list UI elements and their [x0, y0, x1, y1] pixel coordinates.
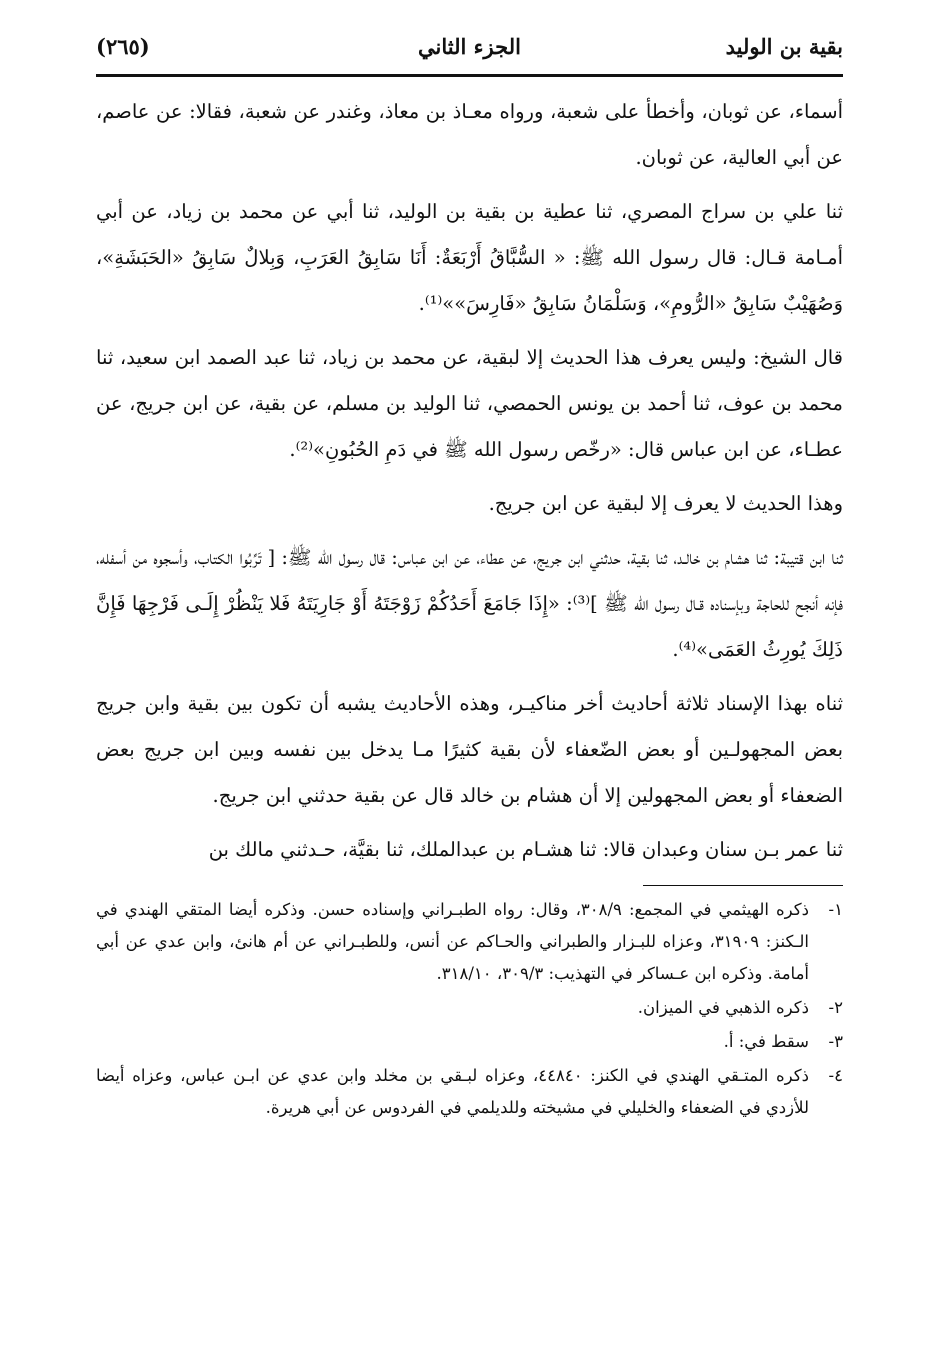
book-page	[96, 28, 843, 1357]
paragraph: ثناه بهذا الإسناد ثلاثة أحاديث أخر مناكيـر، وهذه الأحاديث يشبه أن تكون بين بقية وابن جريج بعض المجهولـين أو بعض الضّعفاء لأن بقية كثيرًا مـا يدخل بين نفسه وبين ابن جريج بعض الضعفاء أو بعض المجهولين إلا أن هشام بن خالد قال عن بقية حدثني ابن جريج.	[96, 692, 843, 807]
footnote-number: ٤-	[828, 1066, 843, 1085]
footnote-text: ذكره الهيثمي في المجمع: ٣٠٨/٩، وقال: رواه الطبـراني وإسناده حسن. وذكره أيضا المتقي الهندي في الـكنز: ٣١٩٠٩، وعزاه للبـزار والطبراني والحـاكم عن أنس، وللطبـراني عن أم هانئ، وابن عدي عن أبي أمامة. وذكره ابن عـساكر في التهذيب: ٣٠٩/٣، ٣١٨/١٠.	[96, 900, 810, 983]
footnote	[96, 894, 843, 990]
part-title: الجزء الثاني	[418, 34, 521, 59]
footnotes	[96, 894, 843, 1124]
footnote	[96, 1060, 843, 1124]
page-number: (٢٦٥)	[96, 34, 150, 59]
footnote	[96, 992, 843, 1024]
footnote-number: ٣-	[828, 1032, 843, 1051]
footnote-text: سقط في: أ.	[723, 1032, 809, 1051]
paragraph: ثنا عمر بـن سنان وعبدان قالا: ثنا هشـام بن عبدالملك، ثنا بقيَّة، حـدثني مالك بن	[208, 838, 843, 861]
footnote-text: ذكره الذهبي في الميزان.	[637, 998, 809, 1017]
page-header	[96, 28, 843, 77]
footnote-number: ١-	[828, 900, 843, 919]
paragraph: ثنا ابن قتيبة: ثنا هشام بن خالـد، ثنا بقية، حدثني ابن جريج، عن عطاء، عن ابن عباس: قال رسول الله ﷺ: [ تَرِّبُوا الكتاب، وأسجوه من أسفله، فإنه أنجح للحاجة وبإسناده قـال رسول الله ﷺ ]⁽³⁾: «إِذَا جَامَعَ أَحَدُكُمْ زَوْجَتَهُ أَوْ جَارِيَتَهُ فَلا يَنْظُرْ إِلَـى فَرْجِهَا فَإِنَّ ذَلِكَ يُورِثُ العَمَى»⁽⁴⁾.	[96, 546, 843, 661]
paragraph: وهذا الحديث لا يعرف إلا لبقية عن ابن جريج.	[488, 492, 843, 515]
running-title: بقية بن الوليد	[725, 34, 843, 59]
main-text	[96, 89, 843, 873]
footnote	[96, 1026, 843, 1058]
footnote-text: ذكره المتـقي الهندي في الكنز: ٤٤٨٤٠، وعزاه لبـقي بن مخلد وابن عدي عن ابـن عباس، وعزاه أيضا للأزدي في الضعفاء والخليلي في مشيخته وللديلمي في الفردوس عن أبي هريرة.	[96, 1066, 809, 1117]
paragraph: أسماء، عن ثوبان، وأخطأ على شعبة، ورواه معـاذ بن معاذ، وغندر عن شعبة، فقالا: عن عاصم، عن أبي العالية، عن ثوبان.	[96, 100, 843, 169]
footnote-number: ٢-	[828, 998, 843, 1017]
footnote-divider	[643, 885, 843, 886]
paragraph: ثنا علي بن سراج المصري، ثنا عطية بن بقية بن الوليد، ثنا أبي عن محمد بن زياد، عن أبي أمـامة قـال: قال رسول الله ﷺ: « السُّبَّاقُ أَرْبَعَةٌ: أَنَا سَابِقُ العَرَبِ، وَبِلالٌ سَابِقُ «الحَبَشَةِ»، وَصُهَيْبٌ سَابِقُ «الرُّومِ»، وَسَلْمَانُ سَابِقُ «فَارِسَ»»⁽¹⁾.	[96, 200, 843, 315]
paragraph: قال الشيخ: وليس يعرف هذا الحديث إلا لبقية، عن محمد بن زياد، ثنا عبد الصمد ابن سعيد، ثنا محمد بن عوف، ثنا أحمد بن يونس الحمصي، ثنا الوليد بن مسلم، عن بقية، عن ابن جريج، عن عطـاء، عن ابن عباس قال: «رخّص رسول الله ﷺ في دَمِ الحُبُونِ»⁽²⁾.	[96, 346, 843, 461]
